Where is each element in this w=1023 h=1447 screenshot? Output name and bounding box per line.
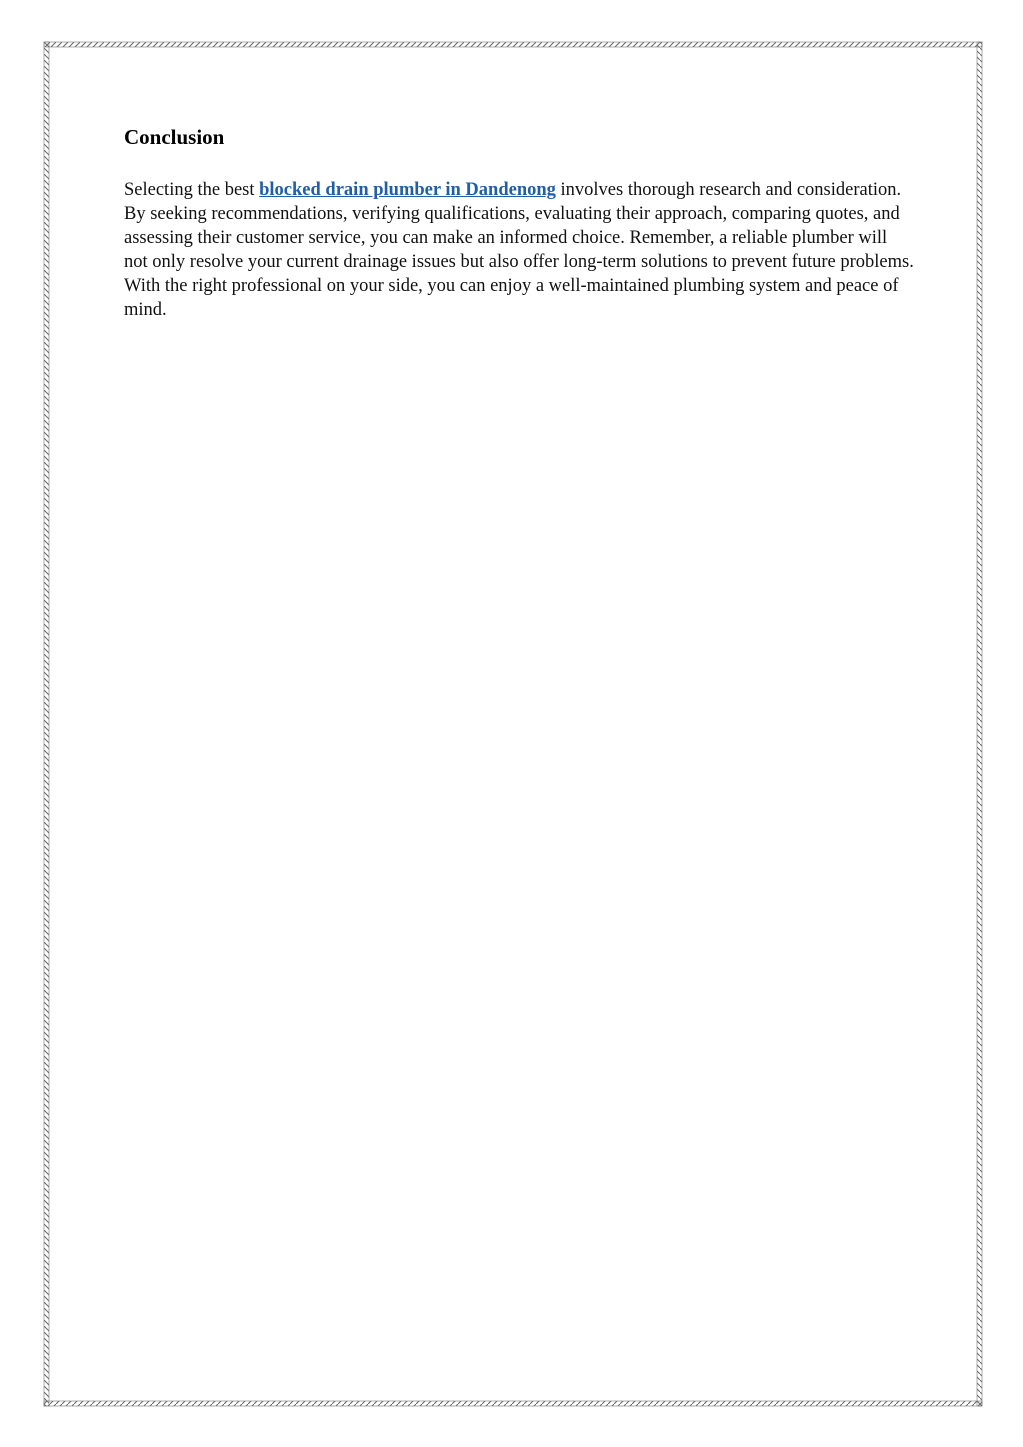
section-heading: Conclusion (124, 125, 225, 149)
paragraph-text-after-link: involves thorough research and consideration. By seeking recommendations, verifying qualifications, evaluating their approach, comparing quotes, and assessing their customer service, you can make an informed choice. Remember, a reliable plumber will not only resolve your current drainage issues but also offer long-term solutions to prevent future problems. With the right professional on your side, you can enjoy a well-maintained plumbing system and peace of mind. (124, 180, 914, 320)
blocked-drain-plumber-link[interactable]: blocked drain plumber in Dandenong (259, 180, 556, 200)
document-content (124, 122, 914, 322)
paragraph-text-before-link: Selecting the best (124, 180, 260, 200)
conclusion-paragraph (124, 178, 914, 322)
